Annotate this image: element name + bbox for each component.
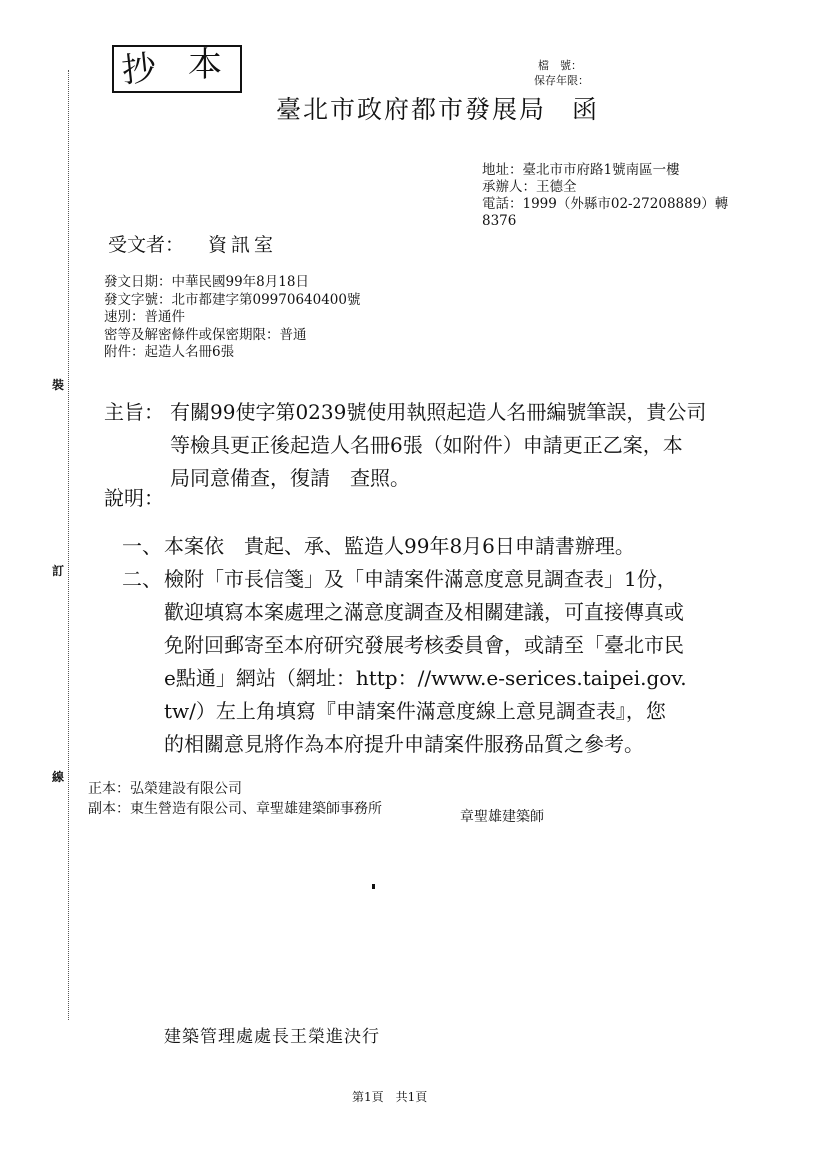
- explanation-item-2-number: 二、: [122, 567, 162, 591]
- binding-mark-bind: 裝: [52, 378, 65, 392]
- stamp-char-copy: 抄: [120, 46, 168, 92]
- subject-body: [170, 396, 706, 495]
- subject-line: 有關99使字第0239號使用執照起造人名冊編號筆誤，貴公司: [170, 400, 707, 424]
- signature-line: 建築管理處處長王榮進決行: [164, 1027, 380, 1047]
- explanation-item-1: 本案依 貴起、承、監造人99年8月6日申請書辦理。: [164, 534, 635, 558]
- explanation-line: 歡迎填寫本案處理之滿意度調查及相關建議，可直接傳真或: [164, 600, 684, 624]
- receiver: [108, 230, 277, 257]
- explanation-line: 免附回郵寄至本府研究發展考核委員會，或請至「臺北市民: [164, 633, 684, 657]
- contact-extension: 8376: [482, 213, 517, 229]
- retention-label: 保存年限：: [534, 74, 589, 87]
- explanation-label: 說明：: [104, 486, 164, 510]
- contact-phone: 電話：1999（外縣市02-27208889）轉: [482, 196, 729, 212]
- contact-address: 地址：臺北市市府路1號南區一樓: [482, 162, 680, 178]
- contact-block: [482, 162, 728, 230]
- stamp-char-original: 本: [188, 45, 232, 85]
- issue-date: 發文日期：中華民國99年8月18日: [104, 274, 309, 290]
- receiver-label: 受文者：: [108, 234, 185, 256]
- document-number: 發文字號：北市都建字第09970640400號: [104, 291, 361, 308]
- contact-handler: 承辦人：王德全: [482, 179, 577, 195]
- subject-line: 等檢具更正後起造人名冊6張（如附件）申請更正乙案，本: [170, 433, 683, 457]
- scan-mark: [372, 884, 375, 889]
- binding-mark-staple: 訂: [52, 564, 65, 578]
- explanation-line: e點通」網站（網址：http：//www.e-serices.taipei.gov.: [164, 666, 687, 690]
- agency-title: [276, 90, 599, 126]
- distribution-copies-extra: 章聖雄建築師: [460, 809, 544, 825]
- distribution-original: 正本：弘榮建設有限公司: [88, 781, 242, 797]
- explanation-item-2: [164, 563, 687, 761]
- receiver-name: 資訊室: [208, 234, 278, 256]
- attachment: 附件：起造人名冊6張: [104, 344, 235, 360]
- agency-name: 臺北市政府都市發展局: [276, 95, 547, 124]
- doc-type: 函: [572, 95, 600, 124]
- binding-mark-line: 線: [52, 770, 65, 784]
- document-info: [104, 274, 360, 362]
- page-number: 第1頁 共1頁: [352, 1090, 428, 1104]
- delivery-speed: 速別：普通件: [104, 309, 185, 325]
- copy-stamp: [112, 45, 242, 93]
- subject-label: 主旨：: [104, 400, 164, 424]
- subject-line: 局同意備查，復請 查照。: [170, 466, 410, 490]
- explanation-line: tw/）左上角填寫『申請案件滿意度線上意見調查表』，您: [164, 699, 666, 723]
- binding-margin-line: [68, 70, 69, 1020]
- file-number-label: 檔 號：: [538, 59, 582, 72]
- explanation-item-1-number: 一、: [122, 534, 162, 558]
- explanation-line: 檢附「市長信箋」及「申請案件滿意度意見調查表」1份，: [164, 567, 677, 591]
- explanation-line: 的相關意見將作為本府提升申請案件服務品質之參考。: [164, 732, 644, 756]
- secrecy-level: 密等及解密條件或保密期限：普通: [104, 326, 307, 343]
- distribution-copies: 副本：東生營造有限公司、章聖雄建築師事務所: [88, 801, 382, 817]
